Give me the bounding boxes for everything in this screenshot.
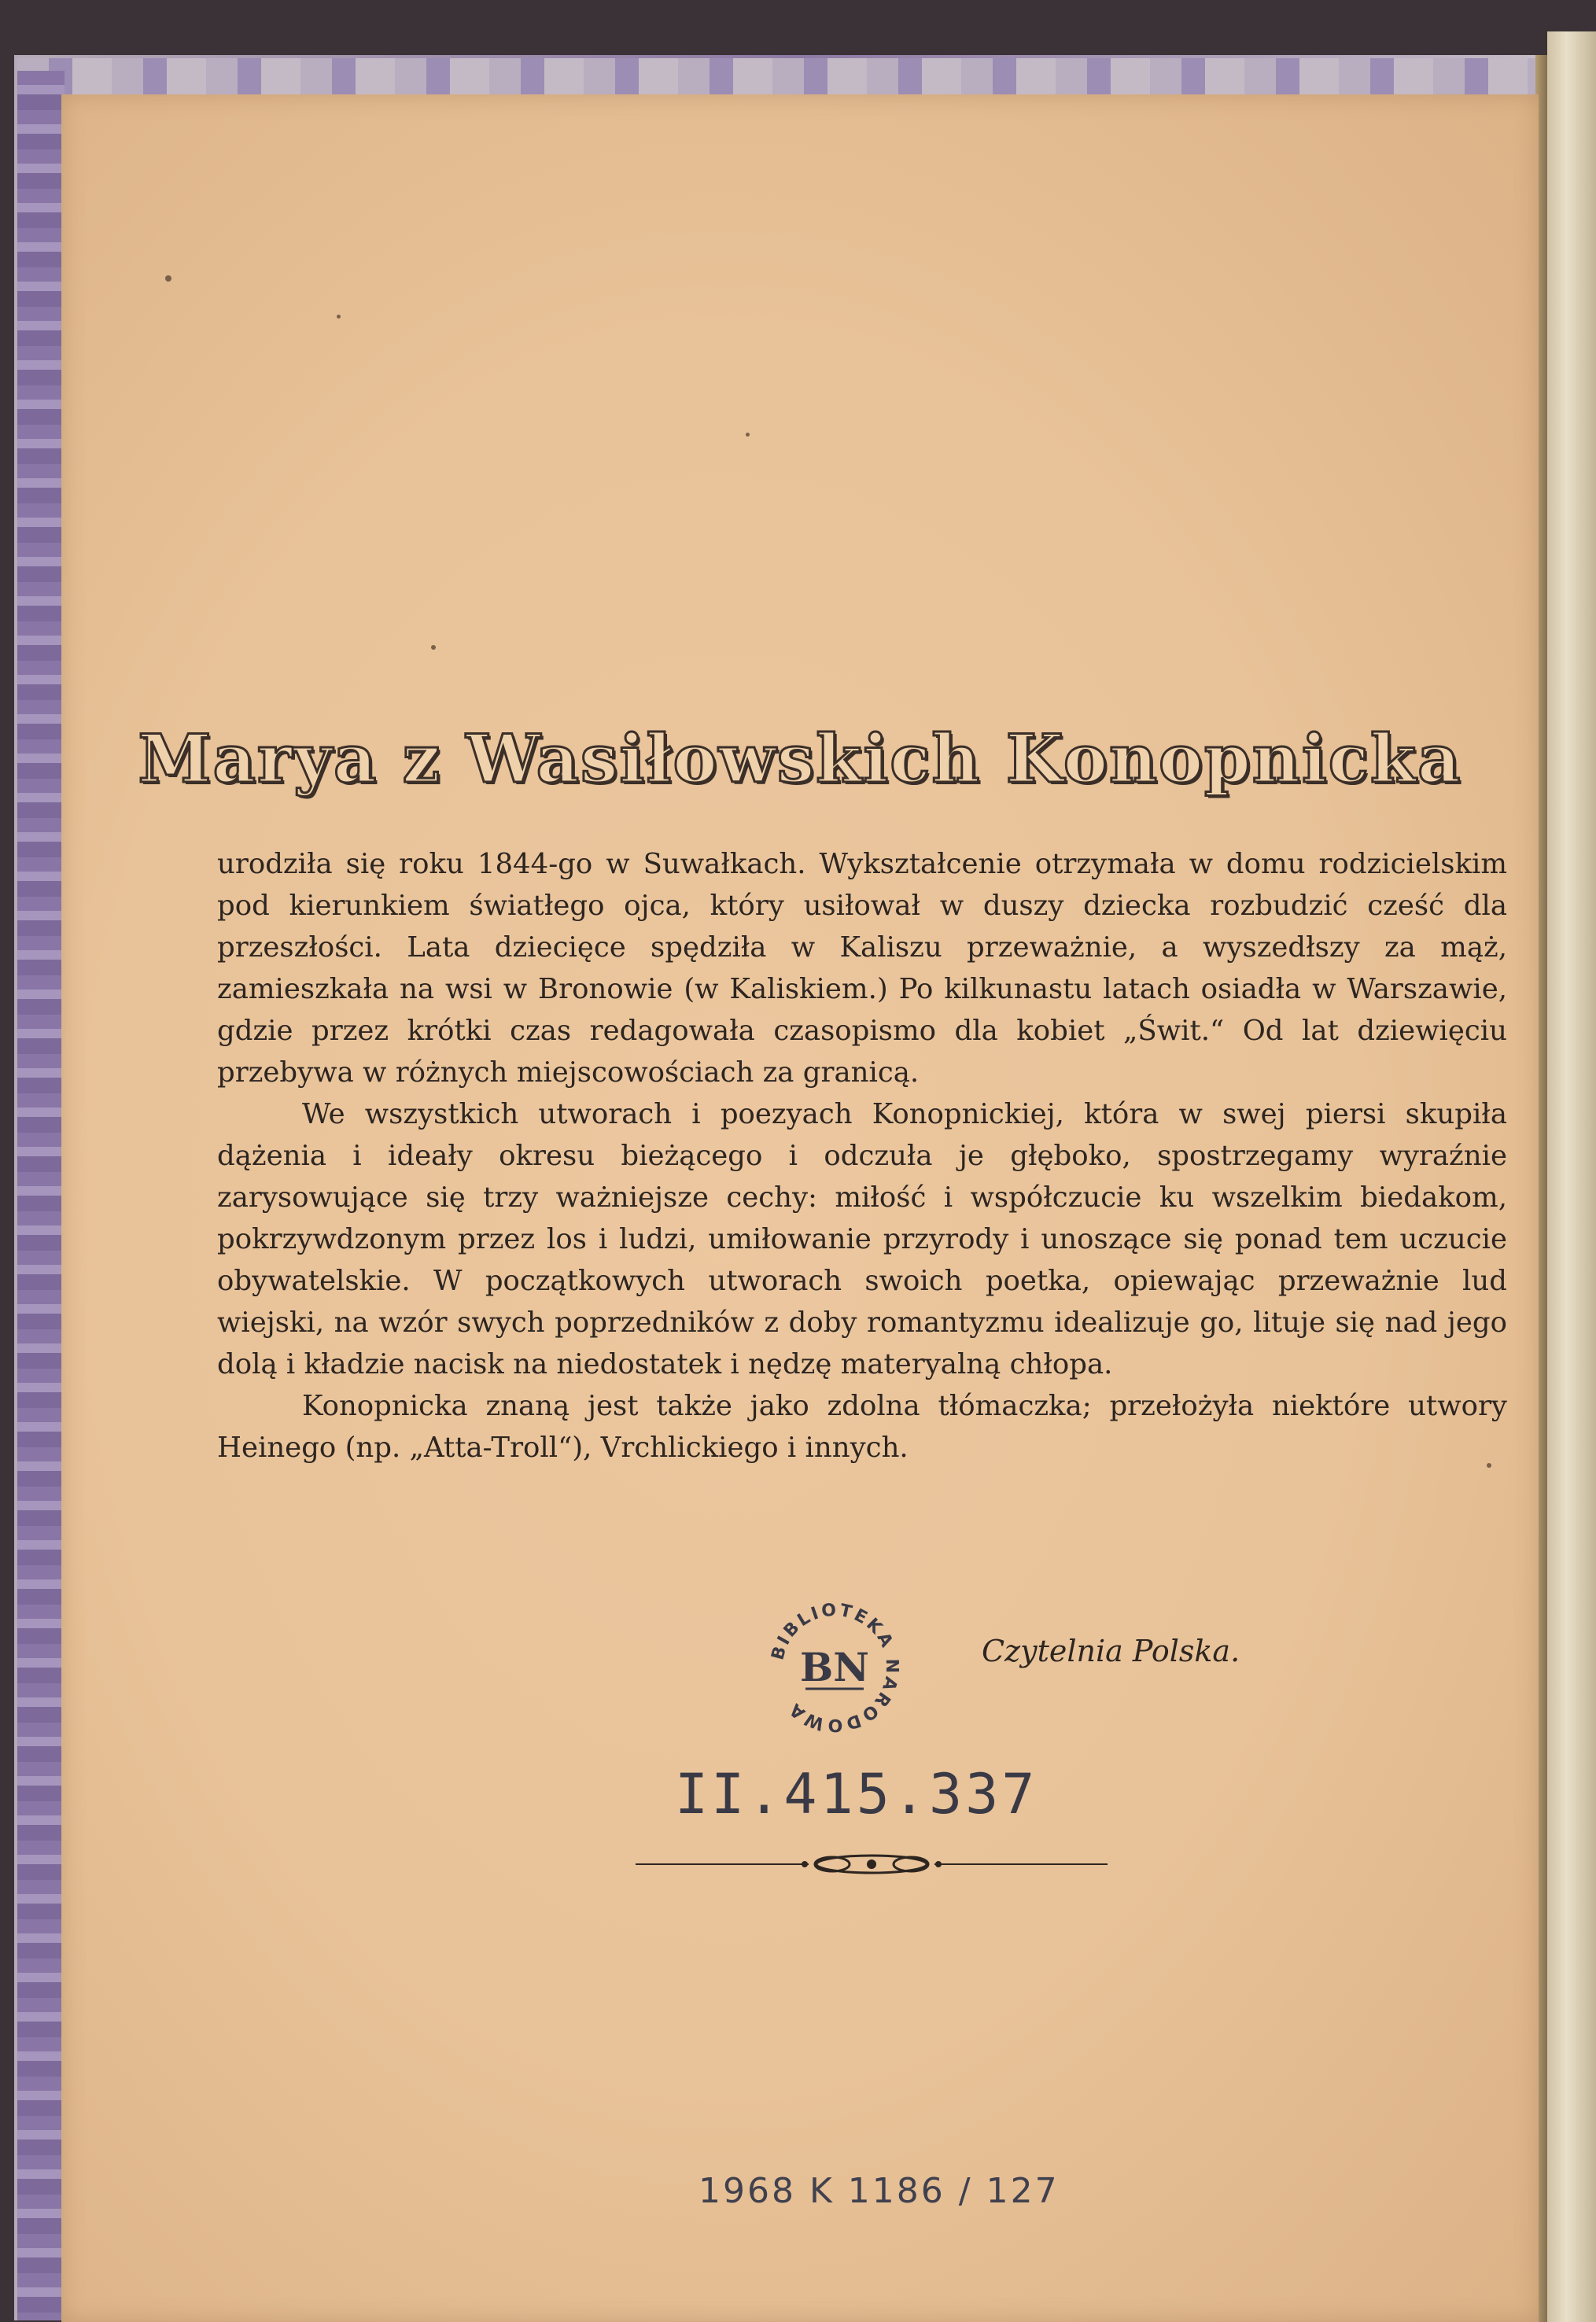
paragraph: We wszystkich utworach i poezyach Konopnickiej, która w swej piersi skupiła dążenia i ideały okresu bieżącego i odczuła je głęboko, spostrzegamy wyraźnie zarysowujące się trzy ważniejsze cechy: miłość i współczucie ku wszelkim biedakom, pokrzywdzonym przez los i ludzi, umiłowanie przyrody i unoszące się ponad tem uczucie obywatelskie. W początkowych utworach swoich poetka, opiewając przeważnie lud wiejski, na wzór swych poprzedników z doby romantyzmu idealizuje go, lituje się nad jego dolą i kładzie nacisk na niedostatek i nędzę materyalną chłopa. [217, 1098, 1507, 1380]
book-page [61, 94, 1539, 2322]
publisher-signature: Czytelnia Polska. [982, 1634, 1240, 1668]
library-stamp [760, 1593, 909, 1742]
call-number-text: II.415.337 [675, 1762, 1038, 1826]
svg-text:BN: BN [800, 1644, 869, 1690]
paragraph: Konopnicka znaną jest także jako zdolna tłómaczka; przełożyła niektóre utwory Heinego (np. „Atta-Troll“), Vrchlickiego i innych. [217, 1390, 1507, 1464]
accession-number: 1968 K 1186 / 127 [698, 2171, 1060, 2211]
svg-text:BIBLIOTEKA NARODOWA: BIBLIOTEKA NARODOWA [768, 1600, 902, 1735]
decorative-divider [628, 1848, 1115, 1880]
cover-top-edge [17, 58, 1567, 98]
call-number [667, 1762, 1060, 1841]
cover-left-edge [17, 71, 65, 2320]
page-title: Marya z Wasiłowskich Konopnicka [138, 720, 1462, 798]
paragraph: urodziła się roku 1844-go w Suwałkach. Wykształcenie otrzymała w domu rodzicielskim pod kierunkiem światłego ojca, który usiłował w duszy dziecka rozbudzić cześć dla przeszłości. Lata dziecięce spędziła w Kaliszu przeważnie, a wyszedłszy za mąż, zamieszkała na wsi w Bronowie (w Kaliskiem.) Po kilkunastu latach osiadła w Warszawie, gdzie przez krótki czas redagowała czasopismo dla kobiet „Świt.“ Od lat dziewięciu przebywa w różnych miejscowościach za granicą. [217, 848, 1507, 1089]
next-page-edge [1547, 31, 1596, 2322]
biography-text [217, 843, 1507, 1469]
